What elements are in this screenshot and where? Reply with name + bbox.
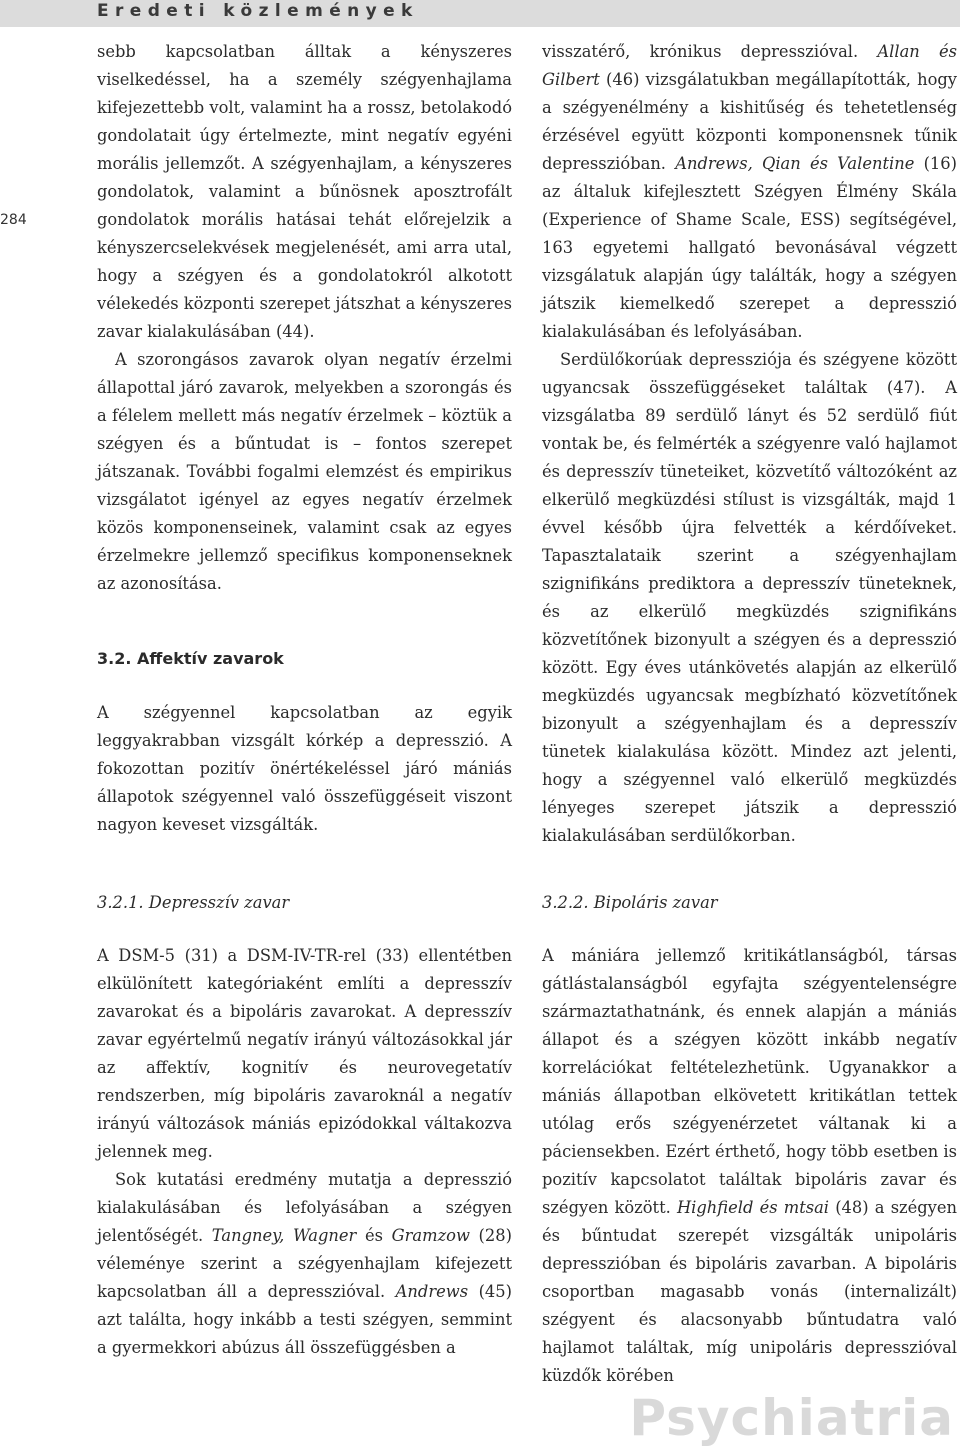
right-column-top — [542, 38, 957, 850]
section-heading-affective: 3.2. Affektív zavarok — [97, 649, 284, 668]
paragraph: A szégyennel kapcsolatban az egyik leggyakrabban vizsgált kórkép a depresszió. A fokozottan pozitív önértékeléssel járó mániás állapotok szégyennel való összefüggéseit viszont nagyon keveset vizsgálták. — [97, 703, 512, 834]
right-column-bottom — [542, 942, 957, 1390]
citation-authors: Allan és Gilbert — [542, 42, 958, 89]
left-column-top — [97, 38, 512, 598]
subsection-heading-bipolar: 3.2.2. Bipoláris zavar — [542, 893, 718, 912]
paragraph: Sok kutatási eredmény mutatja a depresszió kialakulásában és lefolyásában a szégyen jelentőségét. Tangney, Wagner és Gramzow (28) véleménye szerint a szégyenhajlam kifejezett kapcsolatban áll a depresszióval. Andrews (45) azt találta, hogy inkább a testi szégyen, semmint a gyermekkori abúzus áll összefüggésben a — [97, 1170, 512, 1357]
citation-authors: Highfield és mtsai — [676, 1198, 830, 1217]
citation-authors: Gramzow — [391, 1226, 470, 1245]
paragraph: Serdülőkorúak depressziója és szégyene között ugyancsak összefüggéseket találtak (47). A vizsgálatba 89 serdülő lányt és 52 serdülő fiút vontak be, és felmérték a szégyenre való hajlamot és depresszív tüneteiket, közvetítő változóként az elkerülő megküzdési stílust is vizsgálták, majd 1 évvel később újra felvették a kérdőíveket. Tapasztalataik szerint a szégyenhajlam szignifikáns prediktora a depresszív tüneteknek, és az elkerülő megküzdés szignifikáns közvetítőnek bizonyult a szégyen és a depresszió között. Egy éves utánkövetés alapján az elkerülő megküzdés ugyancsak megbízható közvetítőnek bizonyult a szégyenhajlam és a depresszív tünetek kialakulása között. Mindez azt jelenti, hogy a szégyennel való elkerülő megküzdés lényeges szerepet játszik a depresszió kialakulásában serdülőkorban. — [542, 350, 957, 845]
paragraph: A DSM-5 (31) a DSM-IV-TR-rel (33) ellentétben elkülönített kategóriaként említi a depresszív zavarokat és a bipoláris zavarokat. A depresszív zavar egyértelmű negatív irányú változásokkal jár az affektív, kognitív és neurovegetatív rendszerben, míg bipoláris zavaroknál a negatív irányú változások mániás epizódokkal váltakozva jelennek meg. — [97, 946, 512, 1161]
journal-logo: Psychiatria — [629, 1389, 954, 1447]
left-column-affective — [97, 699, 512, 839]
paragraph: A mániára jellemző kritikátlanságból, társas gátlástalanságból egyfajta szégyentelenségre származtathatnánk, és ennek alapján a mániás állapot és a szégyen között inkább negatív korrelációkat feltételezhetünk. Ugyanakkor a mániás állapotban elkövetett kritikátlan tettek utólag erős szégyenérzetet váltanak ki a páciensekben. Ezért érthető, hogy több esetben is pozitív kapcsolatot találtak bipoláris zavar és szégyen között. Highfield és mtsai (48) a szégyen és bűntudat szerepét vizsgálták unipoláris depresszióban és bipoláris zavarban. A bipoláris csoportban magasabb vonás (internalizált) szégyent és alacsonyabb bűntudatra való hajlamot találtak, míg unipoláris depresszióval küzdők körében — [542, 946, 958, 1385]
page-number: 284 — [0, 212, 27, 228]
citation-authors: Andrews, Qian és Valentine — [675, 154, 915, 173]
paragraph: visszatérő, krónikus depresszióval. Allan és Gilbert (46) vizsgálatukban megállapították, hogy a szégyenélmény a kishitűség és tehetetlenség érzésével együtt központi komponensnek tűnik depresszióban. Andrews, Qian és Valentine (16) az általuk kifejlesztett Szégyen Élmény Skála (Experience of Shame Scale, ESS) segítségével, 163 egyetemi hallgató bevonásával végzett vizsgálatuk alapján úgy találták, hogy a szégyen játszik kiemelkedő szerepet a depresszió kialakulásában és lefolyásában. — [542, 42, 958, 341]
paragraph: A szorongásos zavarok olyan negatív érzelmi állapottal járó zavarok, melyekben a szorongás és a félelem mellett más negatív érzelmek – köztük a szégyen és a bűntudat is – fontos szerepet játszanak. További fogalmi elemzést és empirikus vizsgálatot igényel az egyes negatív érzelmek közös komponenseinek, valamint csak az egyes érzelmekre jellemző specifikus komponenseknek az azonosítása. — [97, 350, 512, 593]
left-column-bottom — [97, 942, 512, 1362]
citation-authors: Andrews — [395, 1282, 469, 1301]
subsection-heading-depressive: 3.2.1. Depresszív zavar — [97, 893, 290, 912]
paragraph: sebb kapcsolatban álltak a kényszeres viselkedéssel, ha a személy szégyenhajlama kifejezettebb volt, valamint ha a rossz, betolakodó gondolatait úgy értelmezte, mint negatív egyéni morális jellemzőt. A szégyenhajlam, a kényszeres gondolatok, valamint a bűnösnek aposztrofált gondolatok morális hatásai tehát előrejelzik a kényszercselekvések megjelenését, ami arra utal, hogy a szégyen és a gondolatokról alkotott vélekedés központi szerepet játszhat a kényszeres zavar kialakulásában (44). — [97, 42, 512, 341]
citation-authors: Tangney, Wagner — [211, 1226, 357, 1245]
section-header: Eredeti közlemények — [97, 1, 419, 21]
